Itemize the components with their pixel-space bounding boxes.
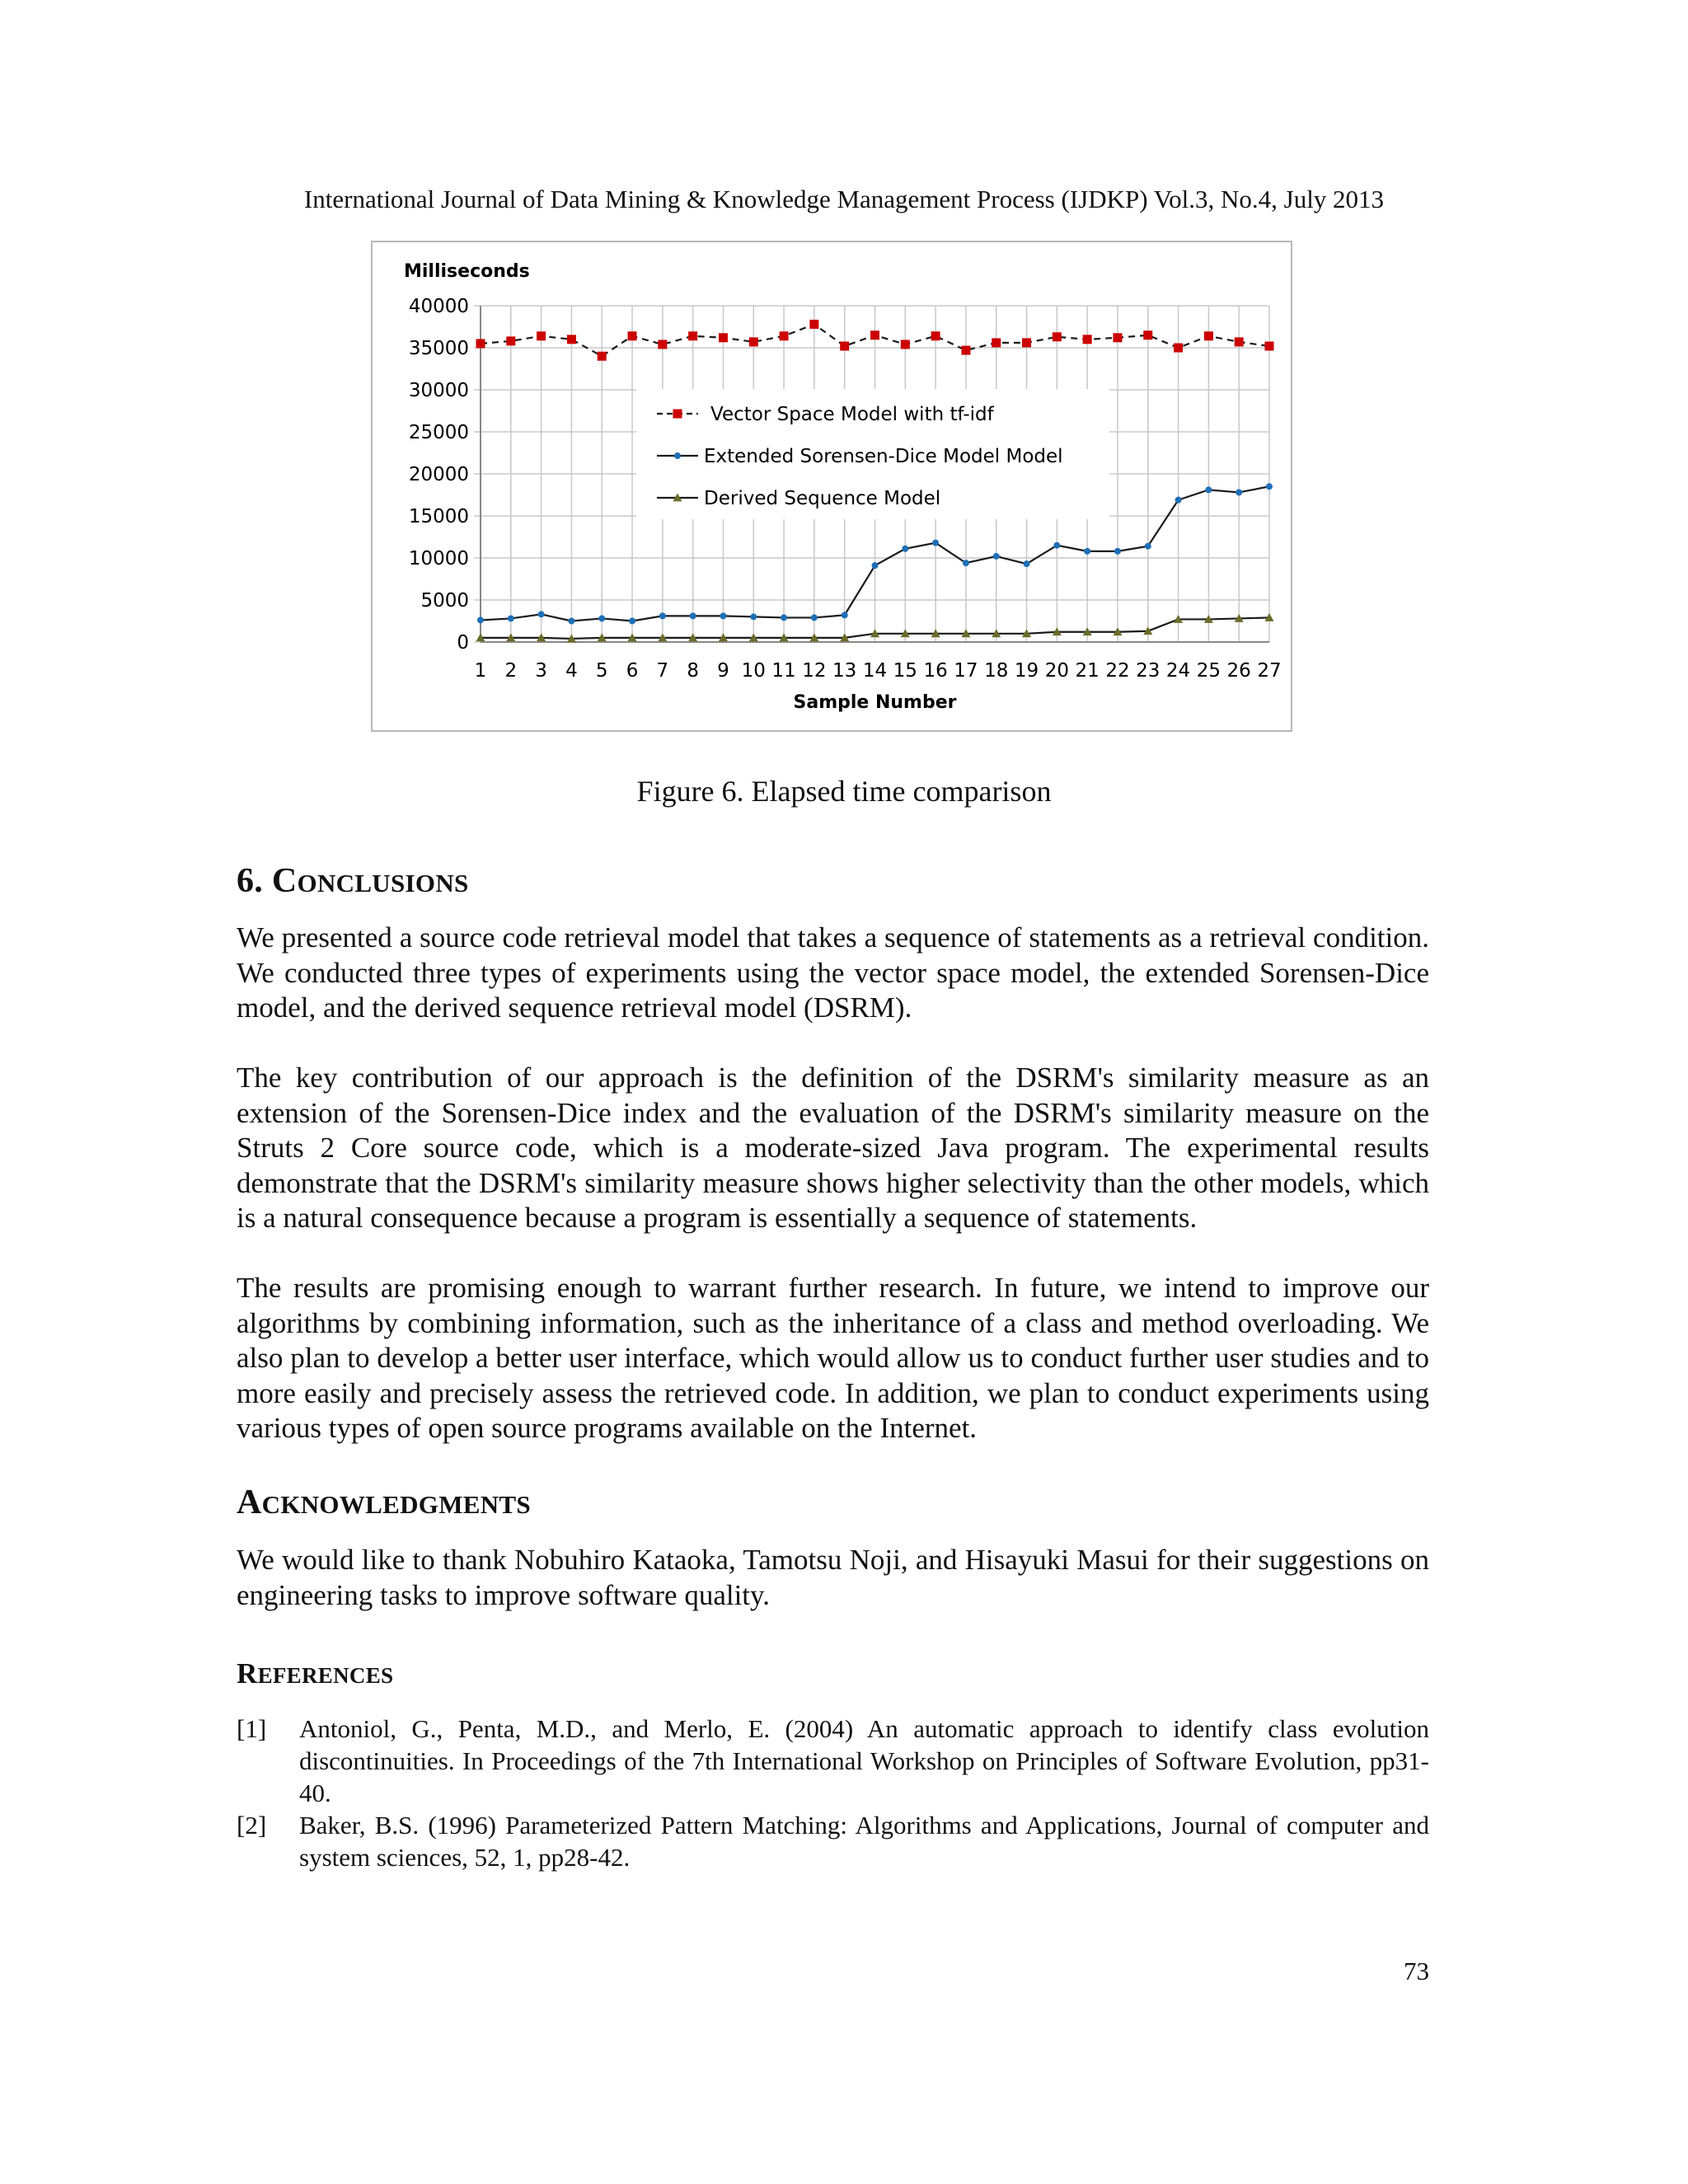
conclusions-paragraph-2: The key contribution of our approach is the definition of the DSRM's similarity measure as an extension of the Sorensen-Dice index and the evaluation of the DSRM's similarity measure on the Struts 2 Core source code, which is a moderate-sized Java program. The experimental results demonstrate that the DSRM's similarity measure shows higher selectivity than the other models, which is a natural consequence because a program is essentially a sequence of statements. <box>237 1062 1429 1234</box>
data-point <box>961 346 970 355</box>
reference-text: Baker, B.S. (1996) Parameterized Pattern Matching: Algorithms and Applications, Journal of computer and system sciences, 52, 1, pp28-42. <box>299 1811 1429 1872</box>
references-heading: REFERENCES <box>237 1657 394 1690</box>
reference-item <box>237 1809 1429 1873</box>
data-point <box>809 320 818 329</box>
data-point <box>780 331 789 340</box>
data-point <box>1114 548 1121 555</box>
x-tick-label: 18 <box>984 660 1009 682</box>
x-tick-label: 25 <box>1196 660 1221 682</box>
x-tick-label: 13 <box>832 660 857 682</box>
data-point <box>628 331 637 340</box>
legend-label: Vector Space Model with tf-idf <box>710 404 994 425</box>
data-point <box>870 330 879 340</box>
data-point <box>1205 486 1212 493</box>
chart-svg <box>373 242 1291 730</box>
conclusions-paragraph-1: We presented a source code retrieval model that takes a sequence of statements as a retrieval condition. We conducted three types of experiments using the vector space model, the extended Sorensen-Dice model, and the derived sequence retrieval model (DSRM). <box>237 921 1429 1024</box>
y-tick-label: 35000 <box>408 338 469 359</box>
data-point <box>598 615 605 621</box>
data-point <box>1235 337 1244 346</box>
data-point <box>568 618 574 625</box>
data-point <box>1265 341 1274 350</box>
y-tick-label: 0 <box>457 632 469 654</box>
data-point <box>1175 497 1182 504</box>
data-point <box>840 341 849 350</box>
conclusions-heading: 6. CONCLUSIONS <box>237 862 469 900</box>
x-tick-label: 10 <box>741 660 766 682</box>
data-point <box>476 339 485 348</box>
data-point <box>1113 333 1122 342</box>
reference-number: [1] <box>237 1714 267 1743</box>
legend-label: Extended Sorensen-Dice Model Model <box>704 446 1063 467</box>
x-tick-label: 7 <box>656 660 669 682</box>
conclusions-paragraph-3: The results are promising enough to warrant further research. In future, we intend to improve our algorithms by combining information, such as the inheritance of a class and method overloading. We also plan to develop a better user interface, which would allow us to conduct further user studies and to more easily and precisely assess the retrieved code. In addition, we plan to conduct experiments using various types of open source programs available on the Internet. <box>237 1272 1429 1444</box>
y-tick-label: 40000 <box>408 296 469 317</box>
data-point <box>1174 344 1183 353</box>
y-tick-label: 5000 <box>420 590 469 612</box>
data-point <box>567 335 576 344</box>
x-tick-label: 20 <box>1044 660 1069 682</box>
x-tick-label: 2 <box>504 660 518 682</box>
data-point <box>477 616 484 623</box>
data-point <box>658 340 667 349</box>
data-point <box>1145 543 1151 550</box>
data-point <box>688 331 697 340</box>
x-tick-label: 24 <box>1165 660 1191 682</box>
data-point <box>1053 542 1060 549</box>
x-tick-label: 27 <box>1257 660 1282 682</box>
x-tick-label: 4 <box>565 660 578 682</box>
data-point <box>1266 483 1273 490</box>
data-point <box>992 338 1001 347</box>
data-point <box>690 612 696 619</box>
x-tick-label: 23 <box>1136 660 1160 682</box>
data-point <box>872 562 879 569</box>
references-list <box>237 1713 1429 1873</box>
acknowledgments-paragraph: We would like to thank Nobuhiro Kataoka, Tamotsu Noji, and Hisayuki Masui for their suggestions on engineering tasks to improve software quality. <box>237 1544 1429 1611</box>
data-point <box>932 540 939 546</box>
data-point <box>1022 338 1031 347</box>
x-tick-label: 8 <box>687 660 699 682</box>
data-point <box>963 560 969 566</box>
reference-number: [2] <box>237 1811 267 1840</box>
x-tick-label: 19 <box>1014 660 1039 682</box>
x-tick-label: 1 <box>474 660 487 682</box>
data-point <box>749 337 758 346</box>
data-point <box>993 553 1000 560</box>
data-point <box>901 340 910 349</box>
data-point <box>719 333 728 342</box>
data-point <box>673 410 682 419</box>
data-point <box>902 546 908 552</box>
y-tick-label: 15000 <box>408 506 469 527</box>
x-tick-label: 12 <box>802 660 827 682</box>
data-point <box>1143 330 1152 340</box>
data-point <box>1204 331 1213 340</box>
data-point <box>931 331 940 340</box>
data-point <box>720 612 726 619</box>
x-tick-label: 26 <box>1226 660 1251 682</box>
data-point <box>750 613 757 620</box>
x-tick-label: 9 <box>717 660 729 682</box>
y-tick-label: 10000 <box>408 548 469 569</box>
data-point <box>659 612 666 619</box>
page-number: 73 <box>1404 1957 1429 1985</box>
data-point <box>781 614 787 621</box>
x-tick-label: 17 <box>954 660 978 682</box>
data-point <box>537 331 546 340</box>
y-tick-label: 20000 <box>408 464 469 485</box>
data-point <box>598 352 607 361</box>
data-point <box>629 618 635 625</box>
x-tick-label: 15 <box>893 660 917 682</box>
figure-caption: Figure 6. Elapsed time comparison <box>636 775 1052 808</box>
data-point <box>506 336 515 345</box>
data-point <box>811 614 818 621</box>
x-tick-label: 11 <box>771 660 796 682</box>
x-tick-label: 5 <box>595 660 608 682</box>
reference-item <box>237 1713 1429 1809</box>
elapsed-time-chart <box>371 241 1292 732</box>
data-point <box>1084 548 1090 555</box>
data-point <box>1236 489 1242 495</box>
x-tick-label: 22 <box>1105 660 1130 682</box>
x-tick-label: 14 <box>862 660 888 682</box>
data-point <box>538 611 545 617</box>
data-point <box>508 615 514 621</box>
y-axis-title: Milliseconds <box>404 261 530 282</box>
data-point <box>1024 560 1030 567</box>
x-tick-label: 3 <box>535 660 547 682</box>
x-tick-label: 6 <box>626 660 639 682</box>
x-tick-label: 21 <box>1075 660 1100 682</box>
x-axis-title: Sample Number <box>793 692 957 713</box>
x-tick-label: 16 <box>923 660 948 682</box>
acknowledgments-heading: ACKNOWLEDGMENTS <box>237 1483 531 1521</box>
y-tick-label: 30000 <box>408 380 469 401</box>
data-point <box>1083 335 1092 344</box>
data-point <box>842 612 848 618</box>
data-point <box>674 452 681 459</box>
running-header: International Journal of Data Mining & Knowledge Management Process (IJDKP) Vol.3, No.4, July 2013 <box>303 185 1385 213</box>
reference-text: Antoniol, G., Penta, M.D., and Merlo, E. (2004) An automatic approach to identify class evolution discontinuities. In Proceedings of the 7th International Workshop on Principles of Software Evolution, pp31-40. <box>299 1714 1429 1807</box>
y-tick-label: 25000 <box>408 422 469 443</box>
legend-label: Derived Sequence Model <box>704 488 941 509</box>
data-point <box>1053 332 1062 341</box>
